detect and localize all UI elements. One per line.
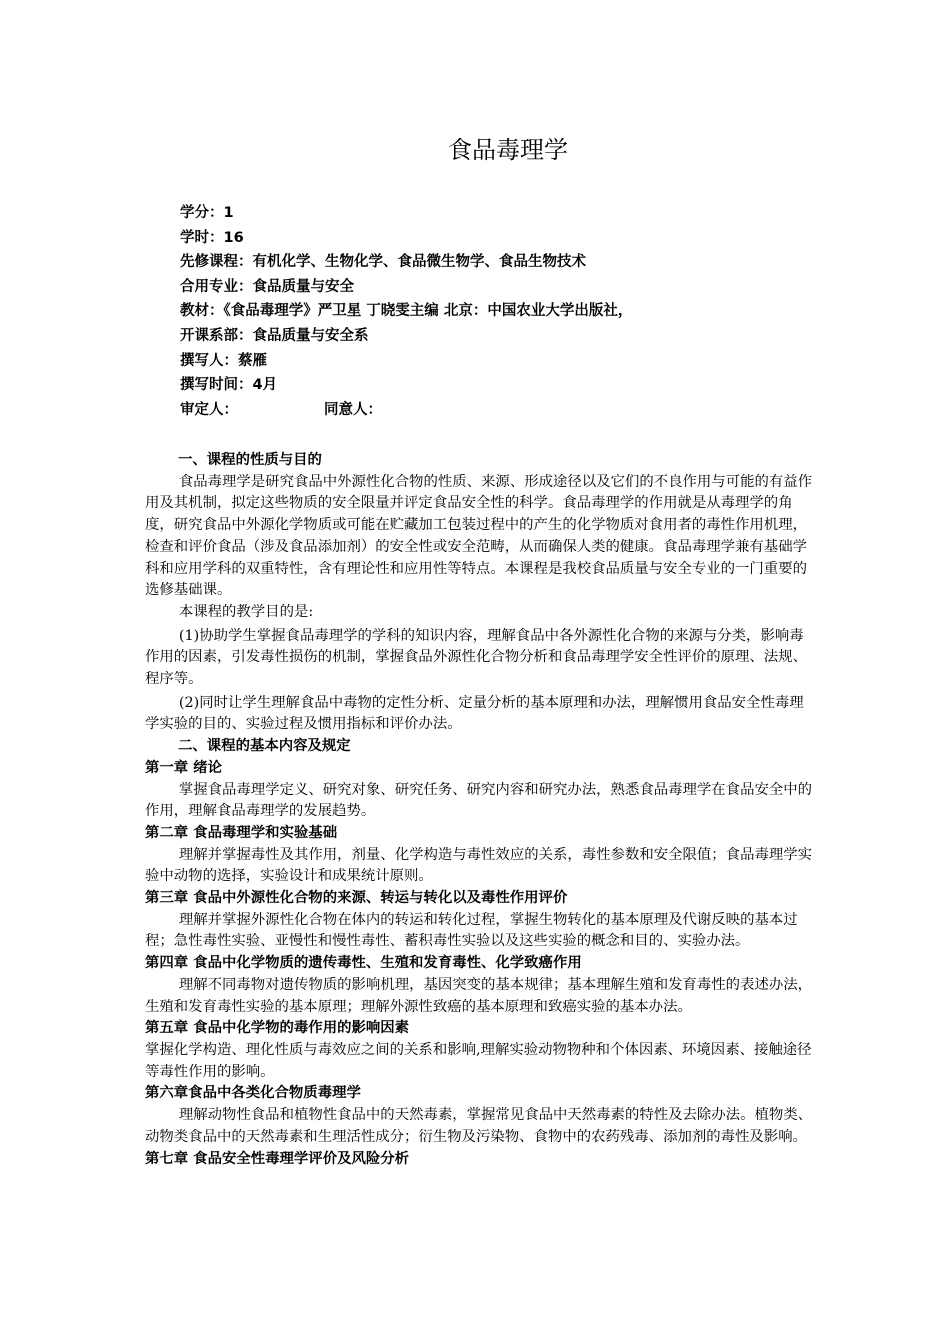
- chapter-title: 第一章 绪论: [145, 759, 222, 776]
- chapter-text: 理解并掌握外源性化合物在体内的转运和转化过程，掌握生物转化的基本原理及代谢反映的基本过程；急性毒性实验、亚慢性和慢性毒性、蓄积毒性实验以及这些实验的概念和目的、实验办法。: [145, 911, 798, 950]
- chapter-text: 理解动物性食品和植物性食品中的天然毒素，掌握常见食品中天然毒素的特性及去除办法。植物类、动物类食品中的天然毒素和生理活性成分；衍生物及污染物、食物中的农药残毒、添加剂的毒性及影响。: [145, 1107, 813, 1145]
- prerequisite-line: 先修课程：有机化学、生物化学、食品微生物学、食品生物技术: [180, 254, 586, 271]
- major-line: 合用专业：食品质量与安全: [180, 278, 354, 295]
- textbook-line: 教材：《食品毒理学》严卫星 丁晓雯主编 北京：中国农业大学出版社，: [180, 303, 633, 320]
- date-line: 撰写时间：4月: [180, 377, 278, 394]
- section-heading-purpose: 一、课程的性质与目的: [178, 452, 322, 468]
- signoff-line: [180, 398, 820, 423]
- chapter-title: 第二章 食品毒理学和实验基础: [145, 824, 338, 841]
- chapter-title: 第五章 食品中化学物的毒作用的影响因素: [145, 1020, 410, 1037]
- document-title: 食品毒理学: [448, 136, 568, 164]
- chapter-title: 第六章食品中各类化合物质毒理学: [145, 1085, 361, 1102]
- reviewer-label: 审定人：: [180, 401, 238, 418]
- credit-line: 学分：1: [180, 205, 234, 221]
- department-line: 开课系部：食品质量与安全系: [180, 327, 369, 344]
- section-heading-content: 二、课程的基本内容及规定: [178, 738, 351, 755]
- chapter-text: 理解并掌握毒性及其作用，剂量、化学构造与毒性效应的关系，毒性参数和安全限值；食品毒理学实验中动物的选择，实验设计和成果统计原则。: [145, 846, 813, 885]
- chapter-text: 掌握食品毒理学定义、研究对象、研究任务、研究内容和研究办法，熟悉食品毒理学在食品安全中的作用，理解食品毒理学的发展趋势。: [145, 781, 813, 820]
- course-info: [180, 201, 820, 422]
- chapter-title: 第三章 食品中外源性化合物的来源、转运与转化以及毒性作用评价: [145, 890, 568, 907]
- document-body: [145, 450, 813, 1170]
- writer-line: 撰写人：蔡雁: [180, 352, 267, 369]
- paragraph: (2)同时让学生理解食品中毒物的定性分析、定量分析的基本原理和办法，理解惯用食品安全性毒理学实验的目的、实验过程及惯用指标和评价办法。: [145, 694, 804, 733]
- chapter-title: 第四章 食品中化学物质的遗传毒性、生殖和发育毒性、化学致癌作用: [145, 955, 582, 972]
- paragraph: 本课程的教学目的是:: [178, 603, 314, 620]
- paragraph: 食品毒理学是研究食品中外源性化合物的性质、来源、形成途径以及它们的不良作用与可能的有益作用及其机制，拟定这些物质的安全限量并评定食品安全性的科学。食品毒理学的作用就是从毒理学的角度，研究食品中外源化学物质或可能在贮藏加工包装过程中的产生的化学物质对食用者的毒性作用机理，检查和评价食品（涉及食品添加剂）的安全性或安全范畴，从而确保人类的健康。食品毒理学兼有基础学科和应用学科的双重特性，含有理论性和应用性等特点。本课程是我校食品质量与安全专业的一门重要的选修基础课。: [145, 473, 813, 599]
- chapter-text: 掌握化学构造、理化性质与毒效应之间的关系和影响,理解实验动物物种和个体因素、环境因素、接触途径等毒性作用的影响。: [145, 1041, 812, 1080]
- chapter-title: 第七章 食品安全性毒理学评价及风险分析: [145, 1150, 410, 1167]
- paragraph: (1)协助学生掌握食品毒理学的学科的知识内容，理解食品中各外源性化合物的来源与分类，影响毒作用的因素，引发毒性损伤的机制，掌握食品外源性化合物分析和食品毒理学安全性评价的原理、法规、程序等。: [145, 627, 807, 688]
- approver-label: 同意人：: [324, 401, 382, 418]
- hours-line: 学时：16: [180, 229, 244, 246]
- chapter-text: 理解不同毒物对遗传物质的影响机理，基因突变的基本规律；基本理解生殖和发育毒性的表述办法，生殖和发育毒性实验的基本原理；理解外源性致癌的基本原理和致癌实验的基本办法。: [145, 976, 813, 1015]
